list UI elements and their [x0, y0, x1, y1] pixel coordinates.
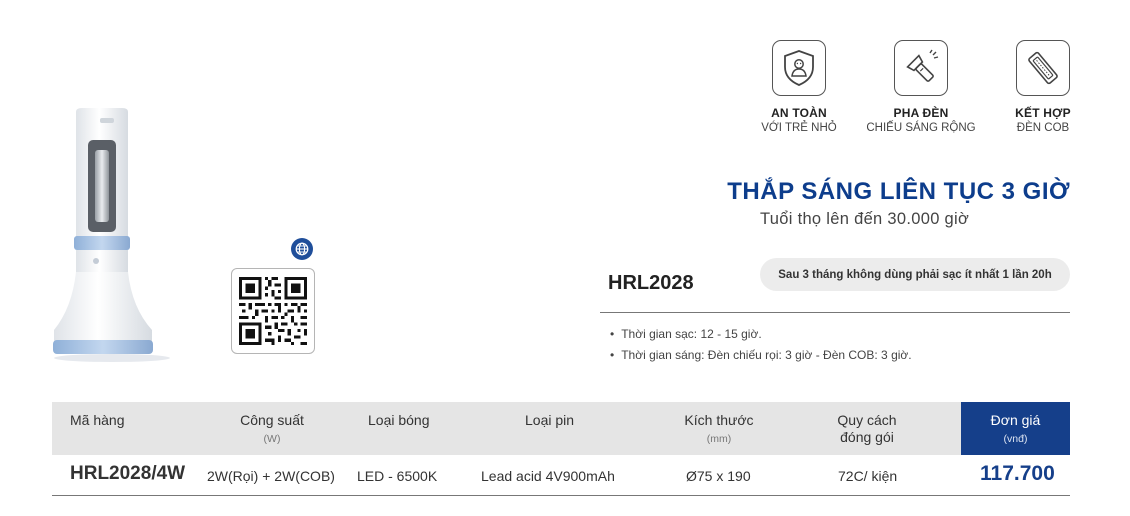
feature-subtitle: ĐÈN COB	[1016, 122, 1070, 134]
feature-title: KẾT HỢP	[1015, 106, 1071, 120]
charging-note: Sau 3 tháng không dùng phải sạc ít nhất 1 lần 20h	[760, 258, 1070, 291]
header-packing: Quy cách đóng gói	[837, 412, 897, 445]
cell-code: HRL2028/4W	[70, 463, 186, 484]
cell-battery: Lead acid 4V900mAh	[481, 468, 615, 484]
flashlight-icon	[894, 40, 948, 96]
feature-wide-beam	[866, 40, 976, 134]
feature-title: AN TOÀN	[771, 106, 827, 120]
headline: THẮP SÁNG LIÊN TỤC 3 GIỜ	[727, 178, 1070, 205]
cell-packing: 72C/ kiện	[838, 468, 898, 484]
qr-code[interactable]	[231, 268, 315, 354]
model-name: HRL2028	[608, 272, 694, 294]
table-bottom-rule	[52, 495, 1070, 496]
product-image	[52, 108, 178, 363]
header-bulb: Loại bóng	[368, 412, 430, 428]
header-size: Kích thước (mm)	[684, 412, 754, 445]
feature-cob	[988, 40, 1098, 134]
child-shield-icon	[772, 40, 826, 96]
divider	[600, 312, 1070, 313]
cell-size: Ø75 x 190	[686, 468, 751, 484]
spec-item: • Thời gian sáng: Đèn chiếu rọi: 3 giờ - Đèn COB: 3 giờ.	[610, 345, 912, 366]
cell-price: 117.700	[980, 462, 1055, 485]
spec-item: • Thời gian sạc: 12 - 15 giờ.	[610, 324, 912, 345]
feature-child-safety	[744, 40, 854, 134]
header-power: Công suất (W)	[240, 412, 304, 445]
header-code: Mã hàng	[70, 412, 125, 428]
globe-icon[interactable]	[291, 238, 313, 260]
cob-strip-icon	[1016, 40, 1070, 96]
subline: Tuổi thọ lên đến 30.000 giờ	[760, 210, 970, 228]
header-price: Đơn giá (vnđ)	[961, 402, 1070, 455]
header-battery: Loại pin	[525, 412, 575, 428]
feature-subtitle: VỚI TRẺ NHỎ	[761, 122, 837, 134]
cell-power: 2W(Rọi) + 2W(COB)	[207, 468, 335, 484]
feature-title: PHA ĐÈN	[893, 106, 949, 120]
feature-subtitle: CHIẾU SÁNG RỘNG	[866, 122, 976, 134]
spec-list	[610, 324, 912, 366]
table-header	[52, 402, 1070, 455]
cell-bulb: LED - 6500K	[357, 468, 438, 484]
